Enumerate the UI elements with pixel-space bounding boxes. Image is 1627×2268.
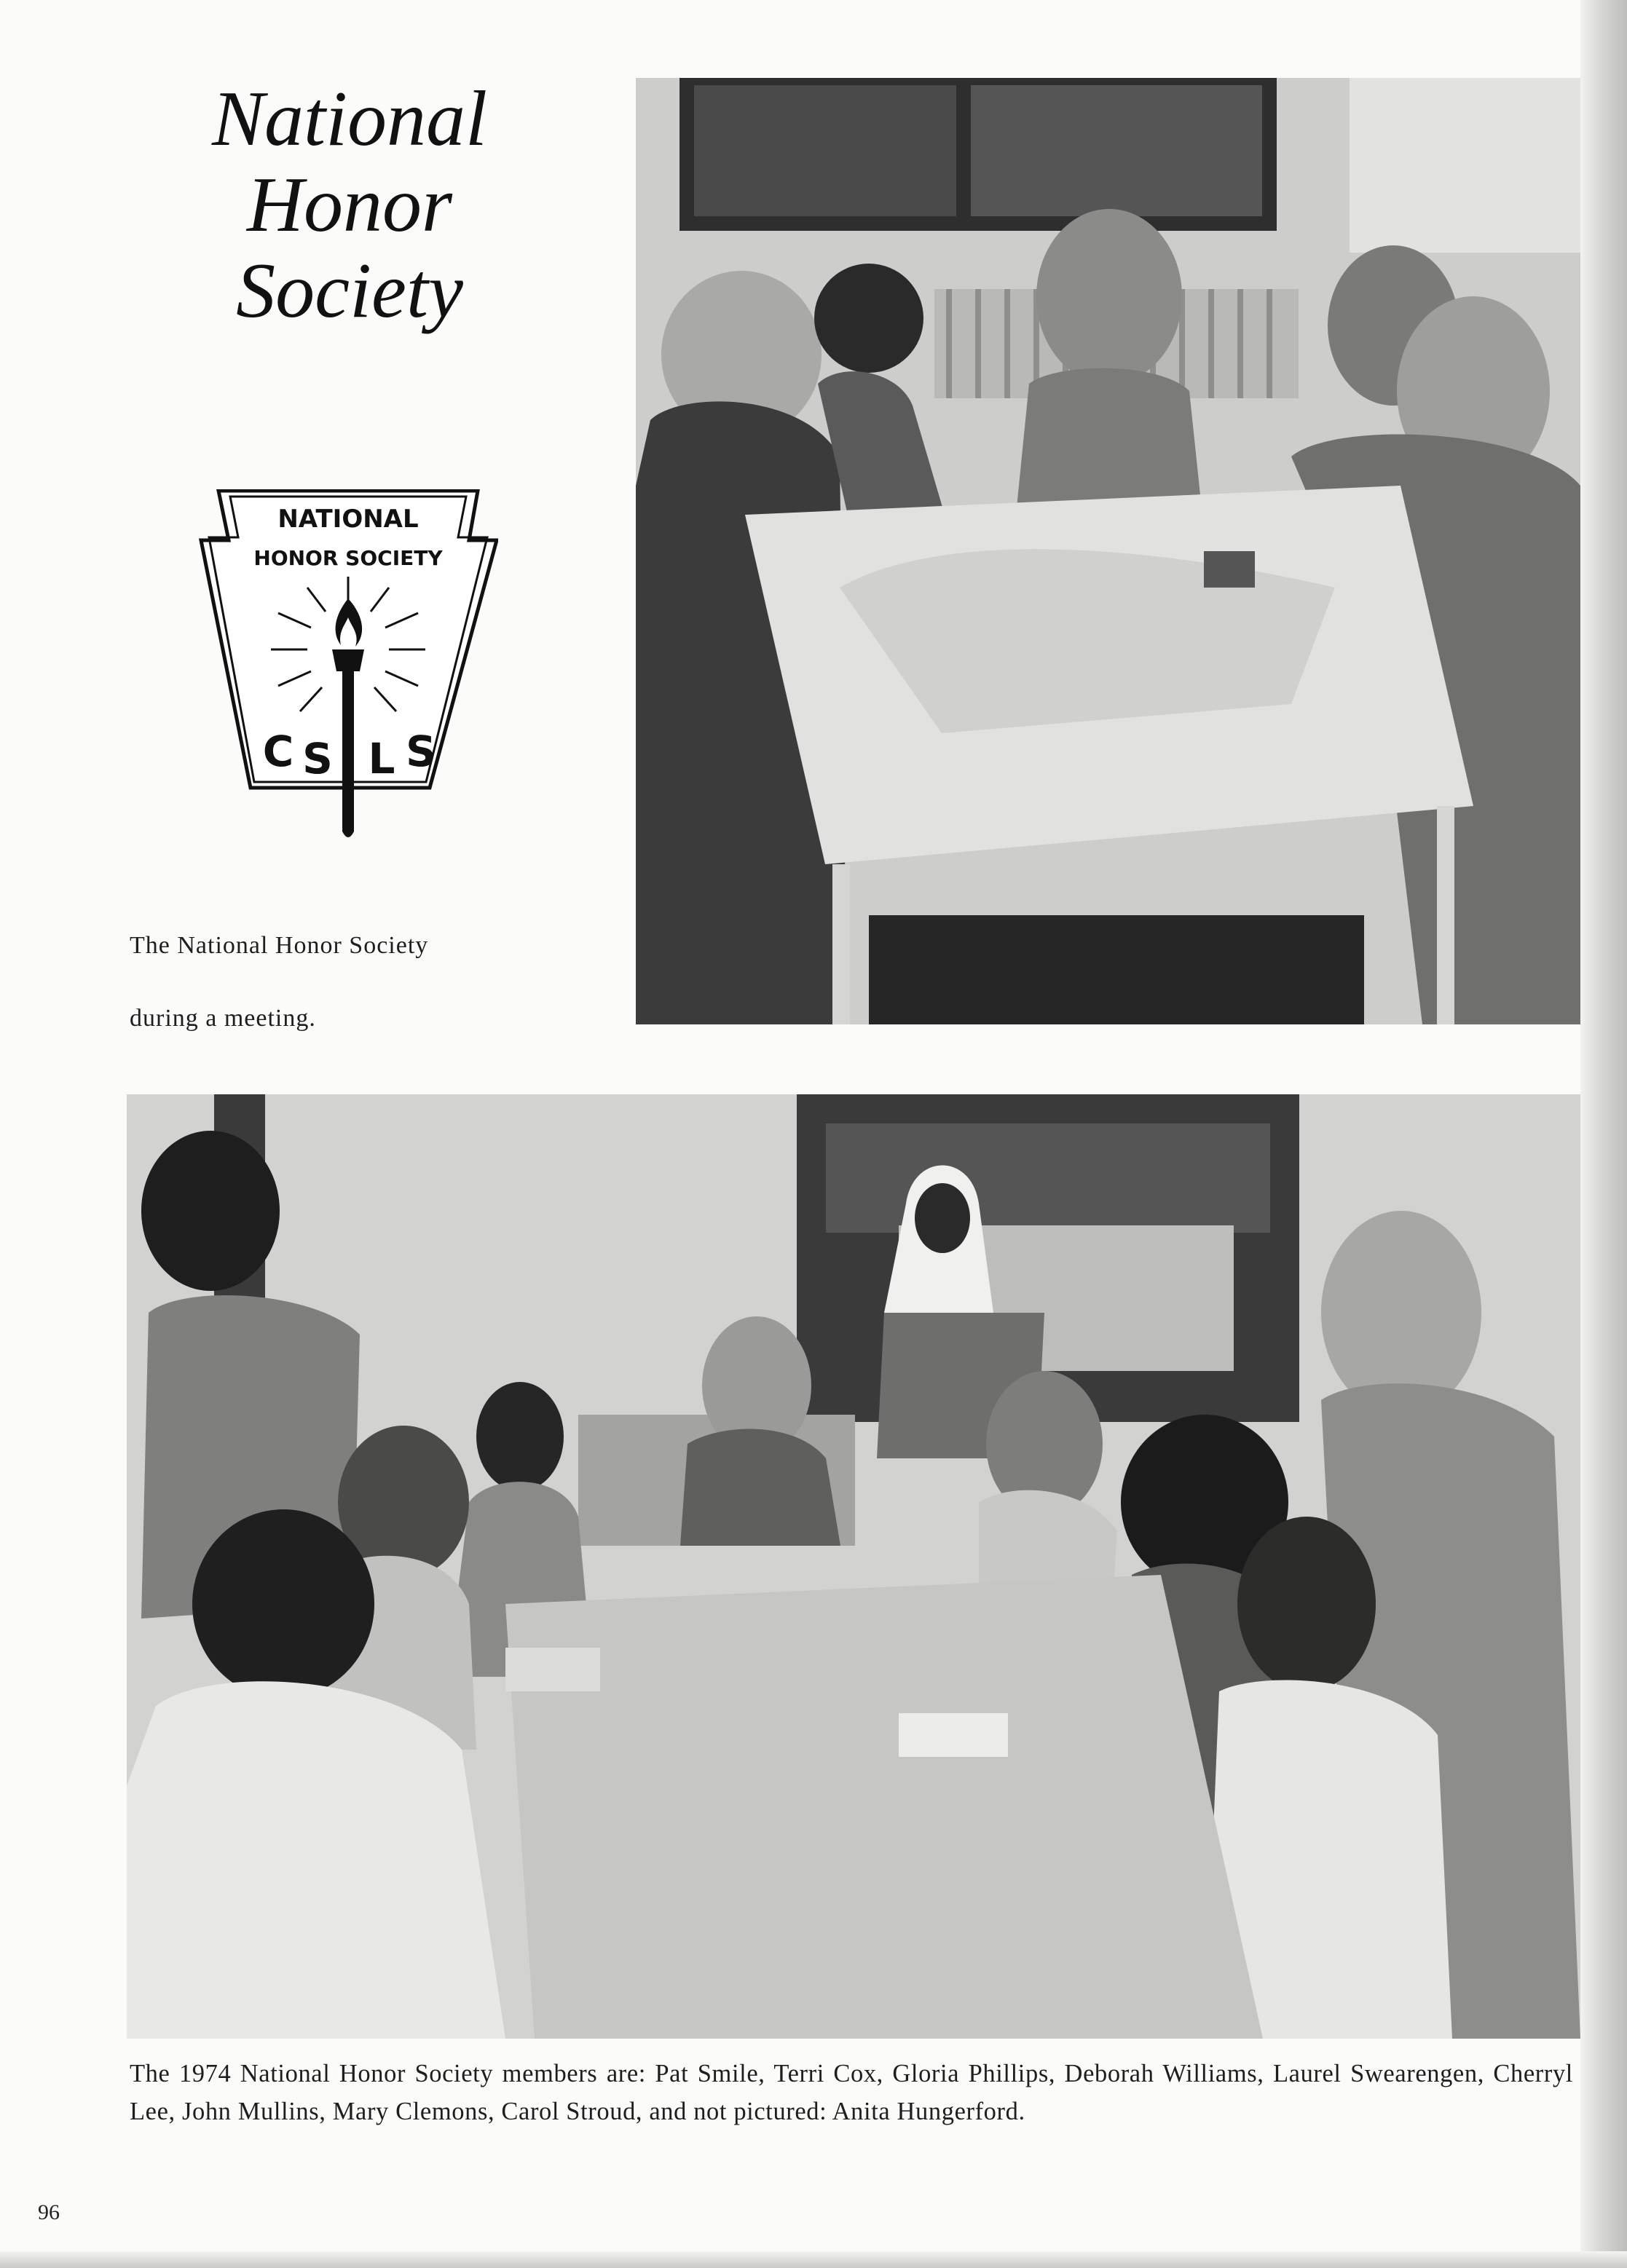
nhs-keystone-emblem	[198, 489, 498, 846]
page-number: 96	[38, 2200, 60, 2224]
title-line-2: Honor	[246, 162, 453, 248]
emblem-letter-2: S	[302, 734, 333, 783]
emblem-letter-1: C	[262, 727, 294, 776]
emblem-letter-4: S	[406, 727, 436, 776]
title-line-1: National	[211, 76, 488, 162]
page-title	[146, 76, 554, 334]
emblem-letter-3: L	[368, 734, 395, 783]
members-photo-caption: The 1974 National Honor Society members are: Pat Smile, Terri Cox, Gloria Phillips, Deborah Williams, Laurel Swearengen, Cherryl Lee, John Mullins, Mary Clemons, Carol Stroud, and not pictured: Anita Hungerford.	[130, 2060, 1573, 2125]
emblem-text-honor-society: HONOR SOCIETY	[253, 546, 443, 570]
page-edge-shadow	[1580, 0, 1627, 2268]
title-line-3: Society	[236, 248, 463, 334]
page-bottom-edge	[0, 2251, 1627, 2268]
members-group-photo	[127, 1094, 1580, 2039]
emblem-text-national: NATIONAL	[277, 505, 419, 534]
top-photo-caption-line-1: The National Honor Society	[130, 932, 429, 959]
meeting-photo	[636, 78, 1580, 1024]
top-photo-caption-line-2: during a meeting.	[130, 1005, 316, 1032]
